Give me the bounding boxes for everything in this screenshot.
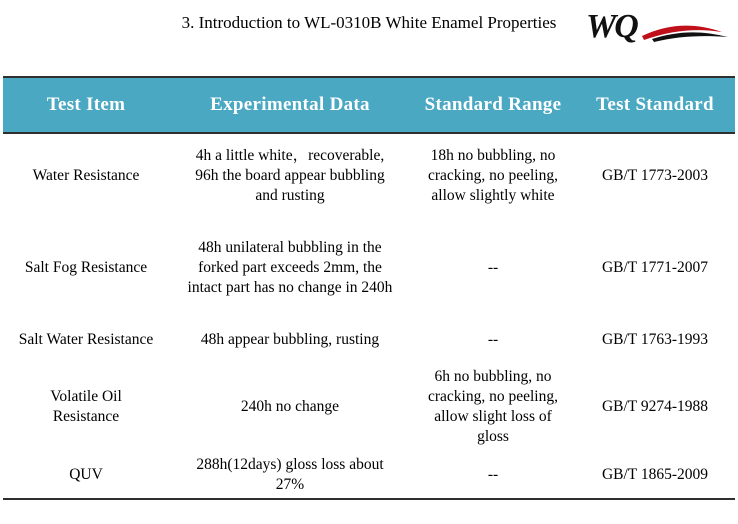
svg-text:WQ: WQ (586, 8, 637, 45)
text-line: 6h no bubbling, no (434, 368, 552, 385)
wq-logo-icon (582, 6, 732, 46)
text-line: -- (487, 466, 499, 483)
text-line: 4h a little white，recoverable, (195, 147, 385, 164)
cell-test-item: QUV (69, 466, 103, 483)
table-row (3, 362, 735, 452)
text-line: 18h no bubbling, no (430, 147, 556, 164)
properties-table (3, 76, 735, 500)
text-line: cracking, no peeling, (428, 388, 558, 405)
text-line: 48h appear bubbling, rusting (200, 331, 380, 348)
text-line: gloss (477, 428, 509, 445)
cell-standard-range (411, 218, 575, 318)
cell-test-item: Salt Fog Resistance (24, 259, 148, 276)
header-test-standard: Test Standard (596, 94, 714, 115)
text-line: Volatile Oil (50, 388, 122, 405)
text-line: 27% (275, 476, 305, 493)
text-line: -- (487, 259, 499, 276)
text-line: 48h unilateral bubbling in the (198, 239, 382, 256)
cell-test-standard: GB/T 1771-2007 (601, 259, 709, 276)
text-line: 288h(12days) gloss loss about (196, 456, 384, 473)
header-experimental-data: Experimental Data (210, 94, 370, 115)
page-title: 3. Introduction to WL-0310B White Enamel Properties (181, 13, 557, 32)
cell-test-item: Salt Water Resistance (18, 331, 154, 348)
cell-standard-range (411, 362, 575, 452)
text-line: -- (487, 331, 499, 348)
cell-standard-range (411, 133, 575, 218)
cell-standard-range (411, 318, 575, 362)
cell-test-item: Water Resistance (32, 167, 140, 184)
cell-test-standard: GB/T 1773-2003 (601, 167, 709, 184)
text-line: forked part exceeds 2mm, the (198, 259, 382, 276)
text-line: cracking, no peeling, (428, 167, 558, 184)
header-standard-range: Standard Range (424, 94, 562, 115)
properties-table-wrapper (3, 76, 735, 500)
text-line: allow slightly white (431, 187, 555, 204)
cell-test-standard: GB/T 9274-1988 (601, 398, 709, 415)
table-row (3, 452, 735, 499)
table-header-row (3, 77, 735, 133)
cell-test-standard: GB/T 1763-1993 (601, 331, 709, 348)
cell-experimental-data (169, 218, 411, 318)
table-row (3, 133, 735, 218)
text-line: 240h no change (240, 398, 340, 415)
cell-standard-range (411, 452, 575, 499)
text-line: and rusting (255, 187, 325, 204)
table-row (3, 318, 735, 362)
cell-test-standard: GB/T 1865-2009 (601, 466, 709, 483)
cell-experimental-data (169, 133, 411, 218)
cell-experimental-data (169, 362, 411, 452)
cell-experimental-data (169, 318, 411, 362)
cell-test-item (3, 362, 169, 452)
header-test-item: Test Item (46, 94, 126, 115)
text-line: Resistance (52, 408, 120, 425)
text-line: 96h the board appear bubbling (195, 167, 385, 184)
text-line: intact part has no change in 240h (187, 279, 393, 296)
table-row (3, 218, 735, 318)
company-logo (582, 6, 732, 46)
cell-experimental-data (169, 452, 411, 499)
text-line: allow slight loss of (434, 408, 552, 425)
